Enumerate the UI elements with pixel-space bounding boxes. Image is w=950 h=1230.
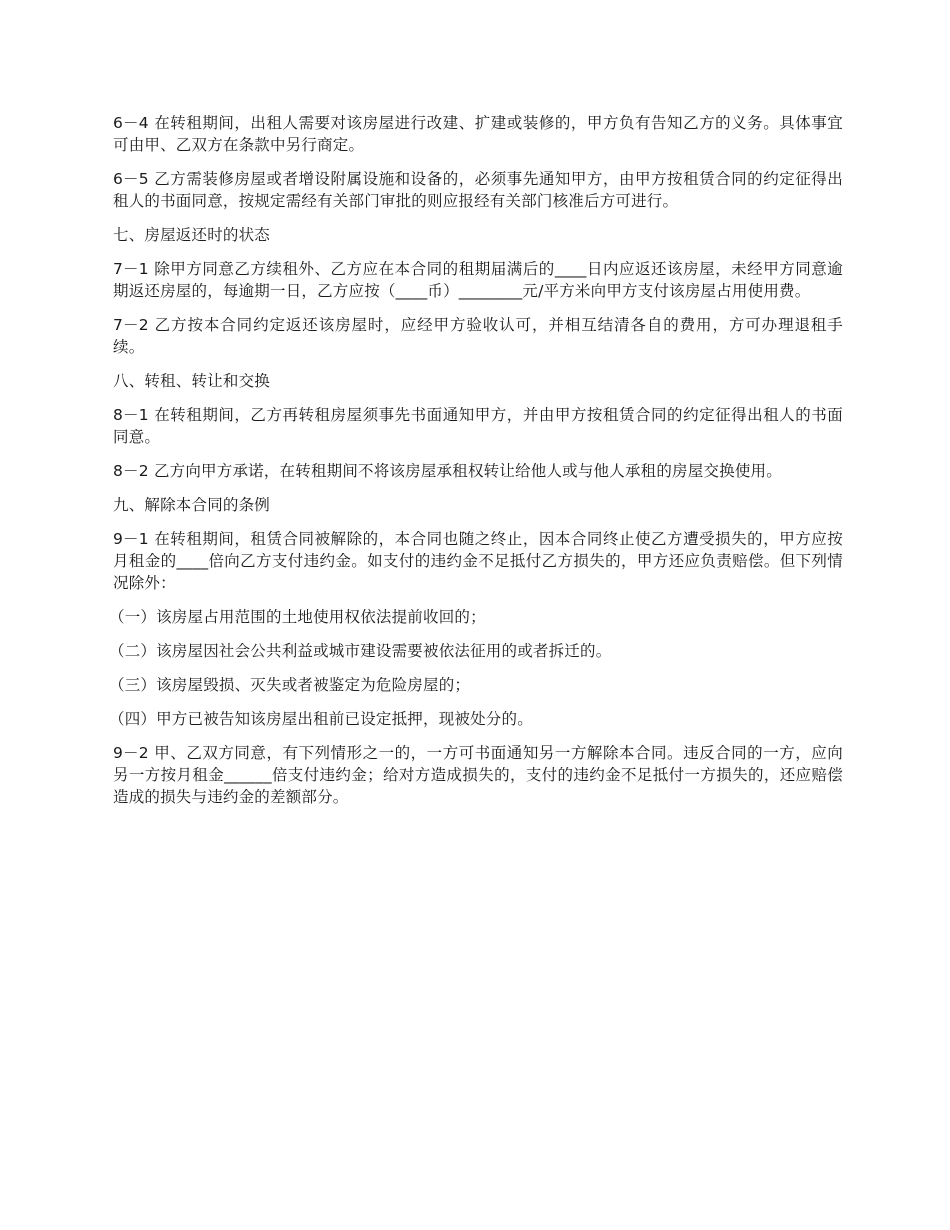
exception-item-2: （二）该房屋因社会公共利益或城市建设需要被依法征用的或者拆迁的。 [109,642,612,660]
section-heading-8: 八、转租、转让和交换 [113,372,271,390]
clause-6-5: 6－5 乙方需装修房屋或者增设附属设施和设备的，必须事先通知甲方，由甲方按租赁合同的约定征得出租人的书面同意，按规定需经有关部门审批的则应报经有关部门核准后方可进行。 [113,170,843,210]
section-heading-9: 九、解除本合同的条例 [113,496,271,514]
clause-8-1: 8－1 在转租期间，乙方再转租房屋须事先书面通知甲方，并由甲方按租赁合同的约定征得出租人的书面同意。 [113,406,843,446]
clause-6-4: 6－4 在转租期间，出租人需要对该房屋进行改建、扩建或装修的，甲方负有告知乙方的义务。具体事宜可由甲、乙双方在条款中另行商定。 [113,114,843,154]
document-body [109,112,843,820]
clause-7-1: 7－1 除甲方同意乙方续租外、乙方应在本合同的租期届满后的____日内应返还该房屋，未经甲方同意逾期返还房屋的，每逾期一日，乙方应按（____币）________元/平方米向甲方支付该房屋占用使用费。 [113,260,843,300]
exception-item-1: （一）该房屋占用范围的土地使用权依法提前收回的； [109,608,486,626]
section-heading-7: 七、房屋返还时的状态 [113,226,271,244]
exception-item-3: （三）该房屋毁损、灭失或者被鉴定为危险房屋的； [109,676,471,694]
clause-8-2: 8－2 乙方向甲方承诺，在转租期间不将该房屋承租权转让给他人或与他人承租的房屋交换使用。 [113,462,782,480]
clause-7-2: 7－2 乙方按本合同约定返还该房屋时，应经甲方验收认可，并相互结清各自的费用，方可办理退租手续。 [113,316,843,356]
clause-9-1: 9－1 在转租期间，租赁合同被解除的，本合同也随之终止，因本合同终止使乙方遭受损失的，甲方应按月租金的____倍向乙方支付违约金。如支付的违约金不足抵付乙方损失的，甲方还应负责赔偿。但下列情况除外： [113,530,843,592]
exception-item-4: （四）甲方已被告知该房屋出租前已设定抵押，现被处分的。 [109,710,533,728]
clause-9-2: 9－2 甲、乙双方同意，有下列情形之一的，一方可书面通知另一方解除本合同。违反合同的一方，应向另一方按月租金______倍支付违约金；给对方造成损失的，支付的违约金不足抵付一方损失的，还应赔偿造成的损失与违约金的差额部分。 [113,744,843,806]
